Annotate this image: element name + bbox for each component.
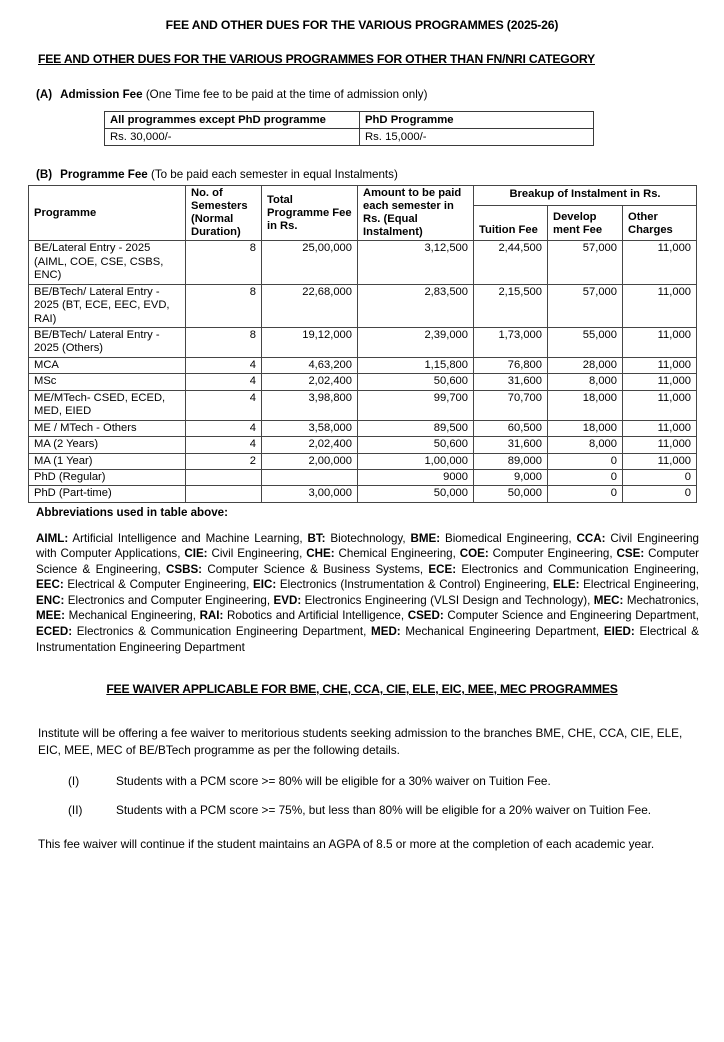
cell-amount: 89,500 bbox=[358, 420, 474, 436]
abbreviation-text: Civil Engineering, bbox=[207, 547, 307, 561]
cell-tuition: 1,73,000 bbox=[474, 328, 548, 358]
cell-programme: MA (1 Year) bbox=[29, 453, 186, 469]
cell-total-fee bbox=[262, 469, 358, 485]
abbreviation-text: Computer Engineering, bbox=[488, 547, 617, 561]
abbreviation-text: Mechatronics, bbox=[623, 593, 700, 607]
cell-programme: PhD (Regular) bbox=[29, 469, 186, 485]
abbreviation-code: EVD: bbox=[273, 593, 302, 607]
cell-development: 57,000 bbox=[548, 241, 623, 284]
admission-fee-label bbox=[36, 88, 696, 101]
cell-amount: 2,39,000 bbox=[358, 328, 474, 358]
abbreviation-code: MEC: bbox=[593, 593, 624, 607]
abbreviation-code: ELE: bbox=[553, 578, 580, 592]
admission-fee-table-wrapper bbox=[104, 111, 696, 146]
cell-semesters: 8 bbox=[186, 328, 262, 358]
cell-other: 11,000 bbox=[623, 390, 697, 420]
abbreviation-text: Electronics & Communication Engineering Department, bbox=[72, 625, 372, 638]
abbreviation-text: Electronics and Communication Engineering, bbox=[456, 562, 699, 576]
cell-other: 11,000 bbox=[623, 241, 697, 284]
admission-header-all-programmes: All programmes except PhD programme bbox=[105, 112, 360, 129]
cell-other: 11,000 bbox=[623, 374, 697, 390]
section-heading: FEE AND OTHER DUES FOR THE VARIOUS PROGRAMMES FOR OTHER THAN FN/NRI CATEGORY bbox=[38, 52, 595, 66]
cell-development: 18,000 bbox=[548, 390, 623, 420]
cell-semesters bbox=[186, 469, 262, 485]
cell-semesters: 4 bbox=[186, 420, 262, 436]
cell-tuition: 2,15,500 bbox=[474, 284, 548, 327]
cell-other: 11,000 bbox=[623, 284, 697, 327]
cell-amount: 2,83,500 bbox=[358, 284, 474, 327]
abbreviation-code: ECE: bbox=[428, 562, 457, 576]
admission-fee-tag: (A) bbox=[36, 88, 53, 101]
abbreviation-text: Computer Science and Engineering Department, bbox=[443, 609, 699, 623]
cell-other: 11,000 bbox=[623, 453, 697, 469]
table-row bbox=[29, 284, 697, 327]
cell-semesters: 4 bbox=[186, 374, 262, 390]
abbreviation-text: Chemical Engineering, bbox=[334, 547, 460, 561]
table-row bbox=[105, 129, 594, 146]
abbreviation-code: ENC: bbox=[36, 593, 65, 607]
cell-tuition: 31,600 bbox=[474, 374, 548, 390]
abbreviation-code: AIML: bbox=[36, 531, 69, 545]
cell-programme: BE/BTech/ Lateral Entry - 2025 (BT, ECE, EEC, EVD, RAI) bbox=[29, 284, 186, 327]
list-item-marker: (I) bbox=[68, 773, 80, 788]
table-header-row bbox=[105, 112, 594, 129]
table-row bbox=[29, 241, 697, 284]
programme-fee-label bbox=[36, 168, 696, 181]
abbreviation-text: Robotics and Artificial Intelligence, bbox=[223, 609, 408, 623]
abbreviation-text: Electrical & Instrumentation Engineering Department bbox=[36, 625, 699, 654]
table-row bbox=[29, 357, 697, 373]
abbreviation-text: Mechanical Engineering, bbox=[64, 609, 200, 623]
programme-fee-tag: (B) bbox=[36, 168, 53, 181]
programme-fee-note: (To be paid each semester in equal Instalments) bbox=[150, 168, 398, 181]
cell-amount: 99,700 bbox=[358, 390, 474, 420]
cell-development: 28,000 bbox=[548, 357, 623, 373]
table-row bbox=[29, 437, 697, 453]
document-page bbox=[0, 18, 724, 1042]
abbreviation-text: Computer Science & Engineering, bbox=[36, 547, 699, 576]
abbreviation-code: RAI: bbox=[199, 609, 224, 623]
abbreviation-code: ECED: bbox=[36, 625, 73, 638]
cell-development: 8,000 bbox=[548, 374, 623, 390]
table-row bbox=[29, 328, 697, 358]
cell-total-fee: 22,68,000 bbox=[262, 284, 358, 327]
cell-development: 18,000 bbox=[548, 420, 623, 436]
abbreviation-code: CSE: bbox=[616, 547, 645, 561]
programme-fee-table bbox=[28, 185, 697, 503]
abbreviation-code: BT: bbox=[307, 531, 326, 545]
abbreviations-body bbox=[36, 531, 699, 655]
cell-semesters: 4 bbox=[186, 437, 262, 453]
abbreviation-text: Electronics (Instrumentation & Control) Engineering, bbox=[276, 578, 554, 592]
programme-fee-table-wrapper bbox=[28, 185, 696, 503]
cell-tuition: 31,600 bbox=[474, 437, 548, 453]
col-header-programme: Programme bbox=[29, 186, 186, 241]
cell-programme: PhD (Part-time) bbox=[29, 486, 186, 502]
cell-programme: ME/MTech- CSED, ECED, MED, EIED bbox=[29, 390, 186, 420]
cell-amount: 50,600 bbox=[358, 437, 474, 453]
cell-programme: MCA bbox=[29, 357, 186, 373]
cell-tuition: 76,800 bbox=[474, 357, 548, 373]
col-header-development-fee: Develop ment Fee bbox=[548, 206, 623, 241]
cell-total-fee: 3,98,800 bbox=[262, 390, 358, 420]
cell-programme: BE/BTech/ Lateral Entry - 2025 (Others) bbox=[29, 328, 186, 358]
cell-amount: 50,000 bbox=[358, 486, 474, 502]
cell-programme: ME / MTech - Others bbox=[29, 420, 186, 436]
admission-value-phd: Rs. 15,000/- bbox=[360, 129, 594, 146]
cell-amount: 9000 bbox=[358, 469, 474, 485]
abbreviations-heading: Abbreviations used in table above: bbox=[36, 505, 228, 519]
fee-waiver-closing: This fee waiver will continue if the student maintains an AGPA of 8.5 or more at the completion of each academic year. bbox=[38, 837, 655, 852]
list-item-marker: (II) bbox=[68, 803, 83, 818]
table-row bbox=[29, 390, 697, 420]
table-row bbox=[29, 420, 697, 436]
cell-development: 8,000 bbox=[548, 437, 623, 453]
cell-semesters: 2 bbox=[186, 453, 262, 469]
list-item bbox=[68, 802, 698, 819]
cell-total-fee: 19,12,000 bbox=[262, 328, 358, 358]
cell-programme: BE/Lateral Entry - 2025 (AIML, COE, CSE, CSBS, ENC) bbox=[29, 241, 186, 284]
cell-tuition: 2,44,500 bbox=[474, 241, 548, 284]
col-header-breakup-group: Breakup of Instalment in Rs. bbox=[474, 186, 697, 206]
cell-development: 0 bbox=[548, 469, 623, 485]
abbreviation-code: CSED: bbox=[407, 609, 444, 623]
abbreviation-code: BME: bbox=[410, 531, 441, 545]
cell-tuition: 89,000 bbox=[474, 453, 548, 469]
cell-programme: MSc bbox=[29, 374, 186, 390]
col-header-total-fee: Total Programme Fee in Rs. bbox=[262, 186, 358, 241]
cell-amount: 50,600 bbox=[358, 374, 474, 390]
cell-semesters: 4 bbox=[186, 390, 262, 420]
col-header-other-charges: Other Charges bbox=[623, 206, 697, 241]
cell-development: 55,000 bbox=[548, 328, 623, 358]
abbreviation-text: Biotechnology, bbox=[325, 531, 411, 545]
cell-semesters: 4 bbox=[186, 357, 262, 373]
programme-fee-lead: Programme Fee bbox=[60, 168, 148, 181]
admission-header-phd: PhD Programme bbox=[360, 112, 594, 129]
page-title: FEE AND OTHER DUES FOR THE VARIOUS PROGRAMMES (2025-26) bbox=[165, 18, 559, 32]
abbreviation-text: Electrical & Computer Engineering, bbox=[63, 578, 254, 592]
cell-development: 0 bbox=[548, 486, 623, 502]
admission-fee-table bbox=[104, 111, 594, 146]
cell-other: 0 bbox=[623, 469, 697, 485]
cell-total-fee: 2,02,400 bbox=[262, 374, 358, 390]
abbreviation-code: EIED: bbox=[603, 625, 635, 638]
abbreviation-code: CHE: bbox=[306, 547, 335, 561]
cell-semesters: 8 bbox=[186, 284, 262, 327]
cell-amount: 1,00,000 bbox=[358, 453, 474, 469]
cell-other: 11,000 bbox=[623, 357, 697, 373]
cell-amount: 1,15,800 bbox=[358, 357, 474, 373]
abbreviation-code: EIC: bbox=[253, 578, 277, 592]
col-header-semesters: No. of Semesters (Normal Duration) bbox=[186, 186, 262, 241]
abbreviation-text: Electronics and Computer Engineering, bbox=[64, 593, 274, 607]
cell-programme: MA (2 Years) bbox=[29, 437, 186, 453]
table-row bbox=[29, 374, 697, 390]
cell-tuition: 9,000 bbox=[474, 469, 548, 485]
fee-waiver-list bbox=[28, 773, 696, 820]
col-header-amount-per-semester: Amount to be paid each semester in Rs. (Equal Instalment) bbox=[358, 186, 474, 241]
abbreviation-code: EEC: bbox=[36, 578, 64, 592]
cell-total-fee: 4,63,200 bbox=[262, 357, 358, 373]
cell-other: 11,000 bbox=[623, 437, 697, 453]
abbreviation-code: CCA: bbox=[576, 531, 606, 545]
list-item-text: Students with a PCM score >= 75%, but less than 80% will be eligible for a 20% waiver on Tuition Fee. bbox=[116, 803, 652, 818]
cell-semesters bbox=[186, 486, 262, 502]
abbreviation-text: Civil Engineering with Computer Applications, bbox=[36, 531, 699, 561]
cell-tuition: 60,500 bbox=[474, 420, 548, 436]
table-header-row bbox=[29, 186, 697, 206]
cell-total-fee: 2,02,400 bbox=[262, 437, 358, 453]
cell-development: 0 bbox=[548, 453, 623, 469]
abbreviation-text: Mechanical Engineering Department, bbox=[400, 625, 604, 638]
cell-other: 0 bbox=[623, 486, 697, 502]
cell-development: 57,000 bbox=[548, 284, 623, 327]
programme-fee-table-body bbox=[29, 241, 697, 502]
cell-other: 11,000 bbox=[623, 420, 697, 436]
cell-total-fee: 25,00,000 bbox=[262, 241, 358, 284]
fee-waiver-heading: FEE WAIVER APPLICABLE FOR BME, CHE, CCA, CIE, ELE, EIC, MEE, MEC PROGRAMMES bbox=[106, 682, 618, 697]
cell-total-fee: 3,58,000 bbox=[262, 420, 358, 436]
abbreviation-code: CSBS: bbox=[165, 562, 203, 576]
cell-semesters: 8 bbox=[186, 241, 262, 284]
table-row bbox=[29, 453, 697, 469]
abbreviation-code: COE: bbox=[459, 547, 489, 561]
admission-fee-note: (One Time fee to be paid at the time of admission only) bbox=[145, 88, 428, 101]
cell-other: 11,000 bbox=[623, 328, 697, 358]
abbreviation-text: Electronics Engineering (VLSI Design and Technology), bbox=[301, 593, 594, 607]
list-item-text: Students with a PCM score >= 80% will be eligible for a 30% waiver on Tuition Fee. bbox=[116, 773, 551, 788]
abbreviation-text: Artificial Intelligence and Machine Learning, bbox=[68, 531, 308, 545]
abbreviation-text: Electrical Engineering, bbox=[579, 578, 699, 592]
list-item bbox=[68, 773, 698, 790]
cell-amount: 3,12,500 bbox=[358, 241, 474, 284]
table-row bbox=[29, 486, 697, 502]
admission-fee-lead: Admission Fee bbox=[60, 88, 143, 101]
col-header-tuition-fee: Tuition Fee bbox=[474, 206, 548, 241]
cell-total-fee: 3,00,000 bbox=[262, 486, 358, 502]
abbreviation-code: MED: bbox=[371, 625, 401, 638]
table-row bbox=[29, 469, 697, 485]
abbreviation-text: Computer Science & Business Systems, bbox=[202, 562, 429, 576]
cell-total-fee: 2,00,000 bbox=[262, 453, 358, 469]
abbreviation-text: Biomedical Engineering, bbox=[440, 531, 577, 545]
abbreviation-code: MEE: bbox=[36, 609, 65, 623]
abbreviation-code: CIE: bbox=[184, 547, 208, 561]
fee-waiver-intro: Institute will be offering a fee waiver to meritorious students seeking admission to the branches BME, CHE, CCA, CIE, ELE, EIC, MEE, MEC of BE/BTech programme as per the following details. bbox=[38, 726, 683, 757]
cell-tuition: 70,700 bbox=[474, 390, 548, 420]
cell-tuition: 50,000 bbox=[474, 486, 548, 502]
admission-value-all-programmes: Rs. 30,000/- bbox=[105, 129, 360, 146]
